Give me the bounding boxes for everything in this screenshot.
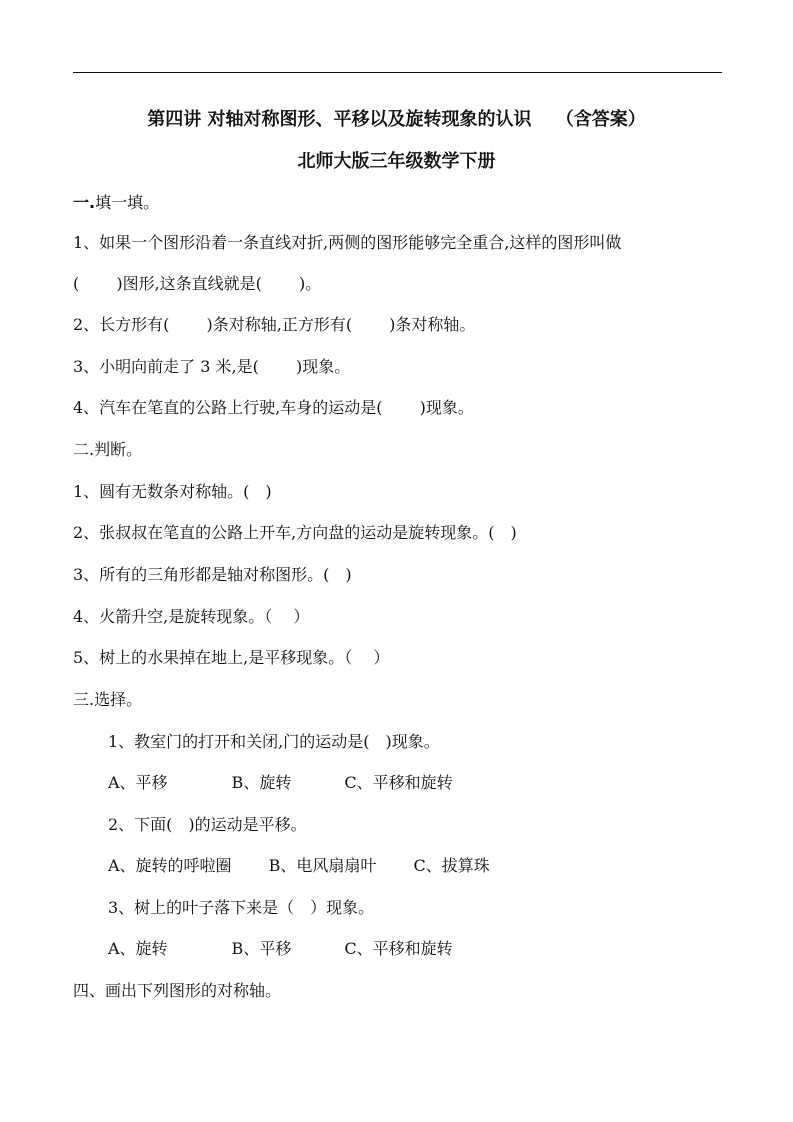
s2-question-3: 3、所有的三角形都是轴对称图形。( ) xyxy=(73,565,352,584)
s3-question-3: 3、树上的叶子落下来是（ ）现象。 xyxy=(108,898,375,917)
section-1-number: 一. xyxy=(73,193,96,212)
s3-question-3-options: A、旋转 B、平移 C、平移和旋转 xyxy=(108,939,453,958)
header-rule xyxy=(73,72,722,73)
page-subtitle: 北师大版三年级数学下册 xyxy=(297,151,496,172)
s1-question-4: 4、汽车在笔直的公路上行驶,车身的运动是( )现象。 xyxy=(73,398,474,417)
s2-question-2: 2、张叔叔在笔直的公路上开车,方向盘的运动是旋转现象。( ) xyxy=(73,523,517,542)
section-4-heading: 四、画出下列图形的对称轴。 xyxy=(73,981,282,1000)
section-3-heading: 三.选择。 xyxy=(73,690,143,709)
s1-question-1-line-2: ( )图形,这条直线就是( )。 xyxy=(73,274,322,293)
s2-question-4: 4、火箭升空,是旋转现象。（ ） xyxy=(73,607,310,626)
s1-question-3: 3、小明向前走了 3 米,是( )现象。 xyxy=(73,357,351,376)
s1-question-2: 2、长方形有( )条对称轴,正方形有( )条对称轴。 xyxy=(73,315,476,334)
page-title: 第四讲 对轴对称图形、平移以及旋转现象的认识 （含答案） xyxy=(147,109,646,130)
s2-question-5: 5、树上的水果掉在地上,是平移现象。（ ） xyxy=(73,648,390,667)
s1-question-1-line-1: 1、如果一个图形沿着一条直线对折,两侧的图形能够完全重合,这样的图形叫做 xyxy=(73,233,622,252)
s3-question-1: 1、教室门的打开和关闭,门的运动是( )现象。 xyxy=(108,732,440,751)
section-2-heading: 二.判断。 xyxy=(73,440,143,459)
s3-question-1-options: A、平移 B、旋转 C、平移和旋转 xyxy=(108,773,453,792)
section-1-heading xyxy=(73,192,159,214)
s3-question-2: 2、下面( )的运动是平移。 xyxy=(108,815,307,834)
section-1-title: 填一填。 xyxy=(95,193,160,212)
s2-question-1: 1、圆有无数条对称轴。( ) xyxy=(73,482,272,501)
s3-question-2-options: A、旋转的呼啦圈 B、电风扇扇叶 C、拔算珠 xyxy=(108,856,490,875)
